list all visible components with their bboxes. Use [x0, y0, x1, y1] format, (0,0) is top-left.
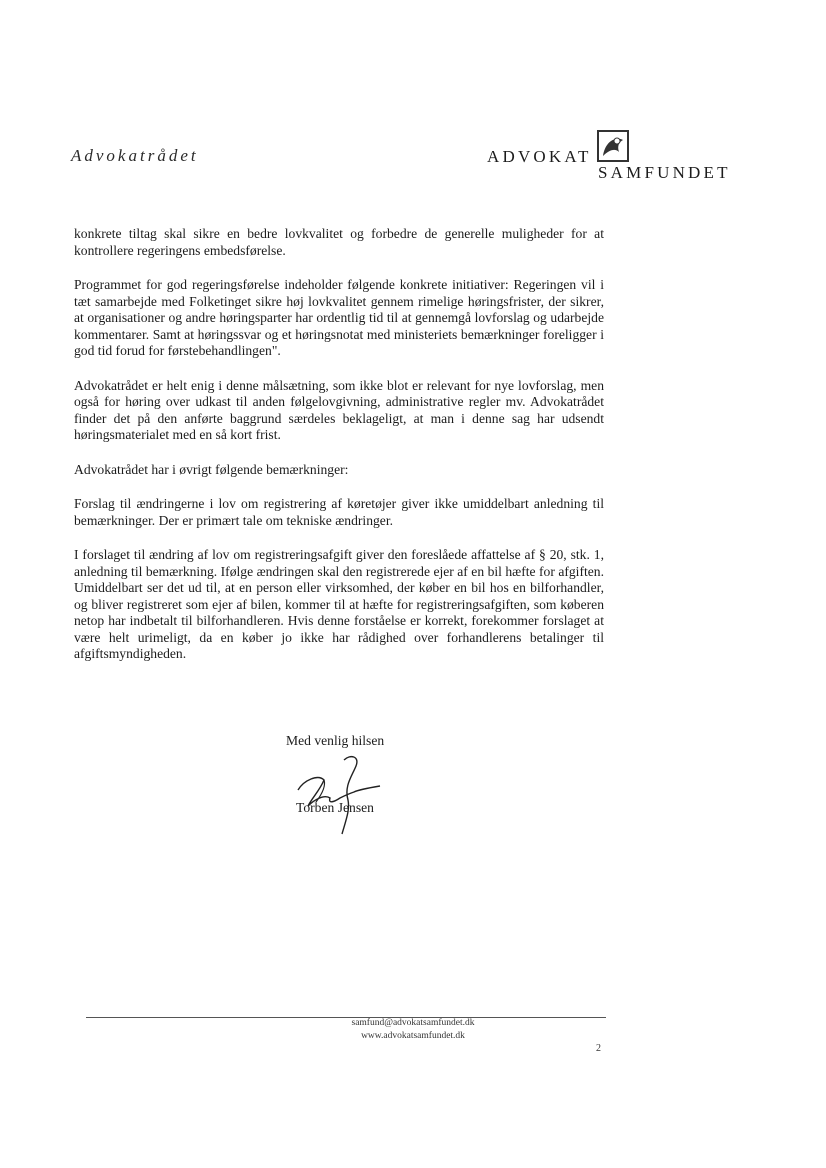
- paragraph-intro-continuation: konkrete tiltag skal sikre en bedre lovkvalitet og forbedre de generelle muligheder for at kontrollere regeringens embedsførelse.: [74, 226, 604, 258]
- handwritten-signature: [284, 750, 414, 836]
- paragraph-program-initiatives: Programmet for god regeringsførelse indeholder følgende konkrete initiativer: Regeringen vil i tæt samarbejde med Folketinget sikre høj lovkvalitet gennem rimelige høringsfrister, der sikrer, at organisationer og andre høringsparter har ordentlig tid til at gennemgå lovforslag og udarbejde kommentarer. Samt at høringssvar og et høringsnotat med ministeriets bemærkninger foreligger i god tid forud for førstebehandlingen".: [74, 277, 604, 358]
- letter-body: [74, 226, 604, 681]
- closing-greeting: Med venlig hilsen: [286, 733, 385, 748]
- page-number: 2: [596, 1043, 601, 1054]
- footer-website: www.advokatsamfundet.dk: [361, 1031, 465, 1041]
- paragraph-registration-tax: I forslaget til ændring af lov om registreringsafgift giver den foreslåede affattelse af § 20, stk. 1, anledning til bemærkning. Ifølge ændringen skal den registrerede ejer af en bil hæfte for afgiften. Umiddelbart ser det ud til, at en person eller virksomhed, der køber en bil hos en bilforhandler, og bliver registreret som ejer af bilen, kommer til at hæfte for registreringsafgiften, som køberen netop har indbetalt til bilforhandleren. Hvis denne forståelse er korrekt, forekommer forslaget at være helt urimeligt, da en køber jo ikke har rådighed over forhandlerens betalinger til afgiftsmyndigheden.: [74, 547, 604, 661]
- signer-name: Torben Jensen: [296, 800, 374, 815]
- logo-text-advokat: ADVOKAT: [487, 147, 592, 166]
- emblem-icon: [597, 130, 629, 162]
- advokatraadet-heading: Advokatrådet: [71, 146, 199, 165]
- paragraph-remarks-intro: Advokatrådet har i øvrigt følgende bemærkninger:: [74, 461, 349, 477]
- paragraph-vehicle-registration: Forslag til ændringerne i lov om registrering af køretøjer giver ikke umiddelbart anledning til bemærkninger. Der er primært tale om tekniske ændringer.: [74, 496, 604, 528]
- advokatsamfundet-logo: [487, 130, 747, 190]
- logo-text-samfundet: SAMFUNDET: [598, 163, 731, 182]
- paragraph-agreement: Advokatrådet er helt enig i denne målsætning, som ikke blot er relevant for nye lovforslag, men også for høring over udkast til anden følgelovgivning, administrative regler mv. Advokatrådet finder det på den anførte baggrund særdeles beklageligt, at man i denne sag har udsendt høringsmaterialet med en så kort frist.: [74, 377, 604, 442]
- footer-email: samfund@advokatsamfundet.dk: [351, 1018, 475, 1028]
